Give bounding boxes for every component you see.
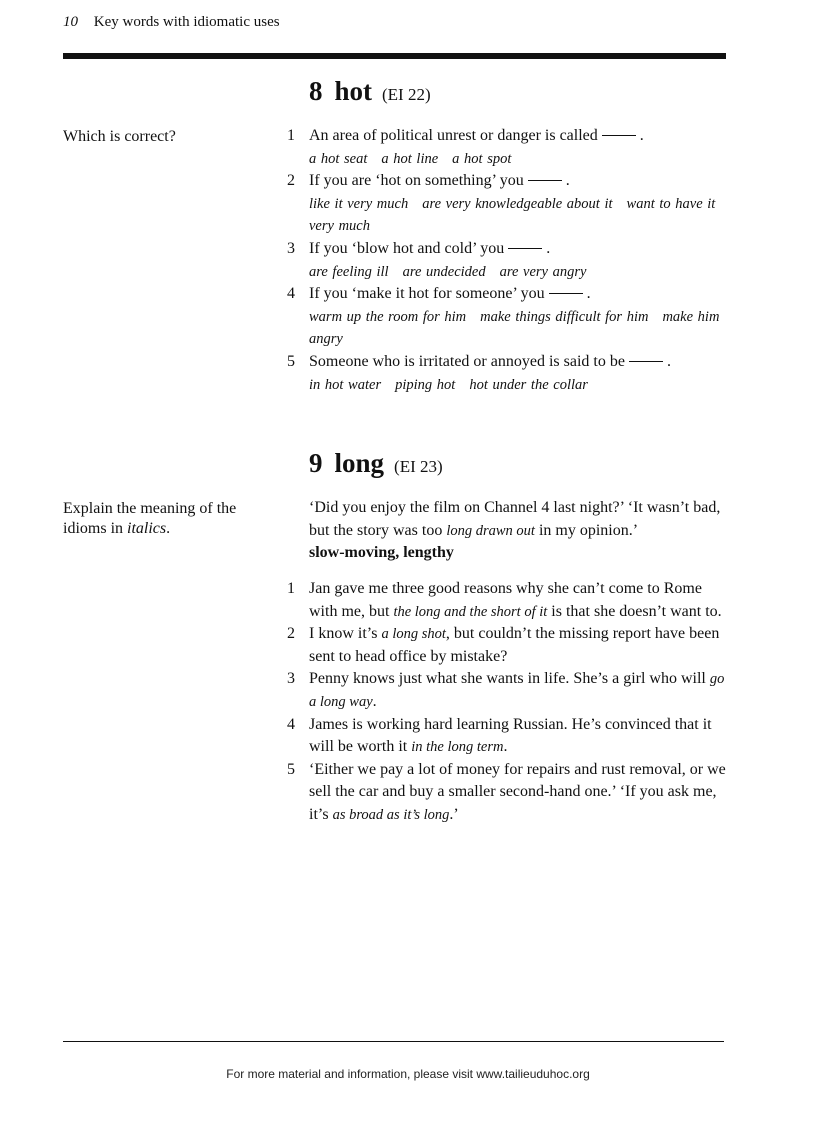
- question-item: [287, 623, 727, 668]
- question-options: [309, 261, 727, 284]
- footer-rule: [63, 1041, 724, 1042]
- question-stem: If you are ‘hot on something’ you: [309, 172, 524, 190]
- question-text-post: .: [503, 738, 508, 756]
- option: like it very much: [309, 195, 409, 212]
- option: a hot line: [381, 150, 439, 167]
- answer-blank: [602, 135, 636, 136]
- question-number: 4: [287, 285, 295, 303]
- running-header: [63, 14, 280, 31]
- option: in hot water: [309, 376, 382, 393]
- answer-blank: [629, 361, 663, 362]
- option: are very angry: [499, 263, 587, 280]
- question-item: [287, 238, 727, 283]
- question-options: [309, 306, 727, 351]
- option: hot under the collar: [469, 376, 588, 393]
- question-text-pre: I know it’s: [309, 625, 382, 643]
- question-text-pre: Jan gave me three good reasons why she can’t come to Rome with me, but: [309, 580, 702, 620]
- question-text: [309, 578, 727, 623]
- question-number: 1: [287, 580, 295, 597]
- question-text-pre: James is working hard learning Russian. He’s convinced that it will be worth it: [309, 715, 712, 756]
- question-text-post: .: [372, 692, 377, 710]
- question-stem: An area of political unrest or danger is called: [309, 127, 598, 144]
- question-text: [309, 170, 727, 193]
- question-item: [287, 668, 727, 713]
- section-9-instruction: Explain the meaning of the idioms in italics.: [63, 500, 237, 537]
- question-stem: If you ‘blow hot and cold’ you: [309, 239, 505, 257]
- section-9-questions: [287, 578, 727, 827]
- question-text-pre: Penny knows just what she wants in life. She’s a girl who will: [309, 670, 710, 688]
- question-end: .: [639, 127, 644, 144]
- question-stem: If you ‘make it hot for someone’ you: [309, 285, 545, 303]
- option: warm up the room for him: [309, 308, 467, 325]
- question-text: [309, 125, 727, 148]
- question-text-pre: ‘Either we pay a lot of money for repairs and rust removal, or we sell the car and buy a smaller second-hand one.’ ‘If you ask me, it’s: [309, 760, 726, 823]
- question-item: [287, 170, 727, 238]
- idiom: the long and the short of it: [393, 603, 548, 620]
- question-number: 5: [287, 760, 295, 778]
- question-text-post: is that she doesn’t want to.: [547, 602, 722, 620]
- question-options: [309, 374, 727, 397]
- question-item: [287, 351, 727, 396]
- question-text: [309, 283, 727, 306]
- header-rule: [63, 53, 726, 59]
- question-item: [287, 714, 727, 759]
- section-8-instruction: Which is correct?: [63, 128, 176, 145]
- answer-blank: [549, 293, 583, 294]
- question-item: [287, 578, 727, 623]
- question-text: [309, 668, 727, 713]
- question-number: 5: [287, 352, 295, 370]
- question-text: [309, 623, 727, 668]
- question-stem: Someone who is irritated or annoyed is said to be: [309, 352, 625, 370]
- page-number: 10: [63, 14, 78, 30]
- option: make him angry: [309, 308, 720, 348]
- question-text: [309, 351, 727, 374]
- option: make things difficult for him: [480, 308, 649, 325]
- question-options: [309, 148, 727, 171]
- question-number: 1: [287, 127, 295, 144]
- question-options: [309, 193, 727, 238]
- option: are undecided: [402, 263, 486, 280]
- idiom: as broad as it’s long: [332, 806, 450, 823]
- option: piping hot: [395, 376, 456, 393]
- question-text: [309, 714, 727, 759]
- option: a hot seat: [309, 150, 368, 167]
- example: [309, 497, 729, 565]
- option: are feeling ill: [309, 263, 389, 280]
- option: want to have it very much: [309, 195, 716, 235]
- question-text: [309, 238, 727, 261]
- question-number: 4: [287, 715, 295, 733]
- question-text: [309, 759, 727, 827]
- example-answer: slow-moving, lengthy: [309, 544, 454, 562]
- question-number: 2: [287, 172, 295, 190]
- answer-blank: [528, 180, 562, 181]
- idiom: in the long term: [411, 739, 504, 756]
- option: are very knowledgeable about it: [422, 195, 613, 212]
- section-9-title: 9 long (EI 23): [309, 448, 443, 478]
- question-end: .: [586, 285, 591, 303]
- section-8-title: 8 hot (EI 22): [309, 76, 431, 106]
- option: a hot spot: [452, 150, 512, 167]
- question-number: 3: [287, 239, 295, 257]
- question-number: 2: [287, 625, 295, 643]
- question-text-post: , but couldn’t the missing report have been sent to head office by mistake?: [309, 625, 720, 665]
- question-item: [287, 759, 727, 827]
- question-end: .: [565, 172, 570, 190]
- running-title: Key words with idiomatic uses: [93, 14, 280, 30]
- section-8-questions: [287, 125, 727, 396]
- example-text: ‘Did you enjoy the film on Channel 4 last night?’ ‘It wasn’t bad, but the story was too long drawn out in my opinion.’: [309, 499, 721, 539]
- question-item: [287, 125, 727, 170]
- question-item: [287, 283, 727, 351]
- footer-text: For more material and information, please visit www.tailieuduhoc.org: [226, 1067, 590, 1081]
- question-text-post: .’: [449, 805, 459, 823]
- question-end: .: [546, 239, 551, 257]
- question-number: 3: [287, 670, 295, 688]
- idiom: go a long way: [309, 671, 725, 710]
- question-end: .: [666, 352, 671, 370]
- idiom: a long shot: [381, 626, 446, 643]
- answer-blank: [508, 248, 542, 249]
